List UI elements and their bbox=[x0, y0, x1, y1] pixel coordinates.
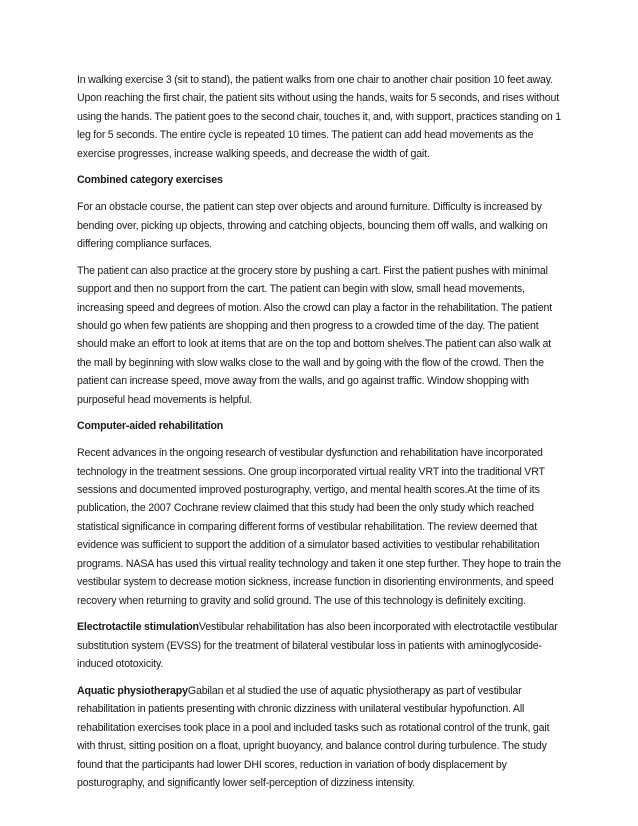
heading-computer-aided-rehabilitation: Computer-aided rehabilitation bbox=[77, 420, 224, 433]
paragraph-grocery-store: The patient can also practice at the grocery store by pushing a cart. First the patient pushes with minimal support and then no support from the cart. The patient can begin with slow, small head movements, increasing speed and degrees of motion. Also the crowd can play a factor in the rehabilitation. The patient should go when few patients are shopping and then progress to a crowded time of the day. The patient should make an effort to look at items that are on the top and bottom shelves.The patient can also walk at the mall by beginning with slow walks close to the wall and by going with the flow of the crowd. Then the patient can increase speed, move away from the walls, and go against traffic. Window shopping with purposeful head movements is helpful. bbox=[77, 264, 553, 406]
aquatic-body: Gabilan et al studied the use of aquatic physiotherapy as part of vestibular rehabilitation in patients presenting with chronic dizziness with unilateral vestibular hypofunction. All rehabilitation exercises took place in a pool and included tasks such as rotational control of the trunk, gait with thrust, sitting position on a float, upright buoyancy, and balance control during turbulence. The study found that the participants had lower DHI scores, reduction in variation of body displacement by posturography, and significantly lower self-perception of dizziness intensity. bbox=[77, 684, 550, 789]
paragraph-aquatic-physiotherapy bbox=[77, 682, 567, 792]
paragraph-electrotactile-stimulation bbox=[77, 618, 567, 673]
electrotactile-lead: Electrotactile stimulation bbox=[77, 621, 199, 634]
document-body bbox=[77, 71, 567, 801]
heading-combined-category-exercises: Combined category exercises bbox=[77, 174, 223, 187]
paragraph-walking-exercise: In walking exercise 3 (sit to stand), the patient walks from one chair to another chair position 10 feet away. Upon reaching the first chair, the patient sits without using the hands, waits for 5 seconds, and rises without using the hands. The patient goes to the second chair, touches it, and, with support, practices standing on 1 leg for 5 seconds. The entire cycle is repeated 10 times. The patient can add head movements as the exercise progresses, increase walking speeds, and decrease the width of gait. bbox=[77, 74, 561, 160]
paragraph-virtual-reality: Recent advances in the ongoing research of vestibular dysfunction and rehabilitation have incorporated technology in the treatment sessions. One group incorporated virtual reality VRT into the traditional VRT sessions and documented improved posturography, vertigo, and mental health scores.At the time of its publication, the 2007 Cochrane review claimed that this study had been the only study which reached statistical significance in comparing different forms of vestibular rehabilitation. The review deemed that evidence was sufficient to support the addition of a simulator based activities to vestibular rehabilitation programs. NASA has used this virtual reality technology and taken it one step further. They hope to train the vestibular system to decrease motion sickness, increase function in disorienting environments, and speed recovery when returning to gravity and solid ground. The use of this technology is definitely exciting. bbox=[77, 447, 561, 607]
paragraph-obstacle-course: For an obstacle course, the patient can step over objects and around furniture. Difficulty is increased by bending over, picking up objects, throwing and catching objects, bouncing them off walls, and walking on differing compliance surfaces. bbox=[77, 201, 548, 251]
aquatic-lead: Aquatic physiotherapy bbox=[77, 684, 188, 697]
electrotactile-body: Vestibular rehabilitation has also been incorporated with electrotactile vestibular substitution system (EVSS) for the treatment of bilateral vestibular loss in patients with aminoglycoside-induced ototoxicity. bbox=[77, 621, 558, 671]
